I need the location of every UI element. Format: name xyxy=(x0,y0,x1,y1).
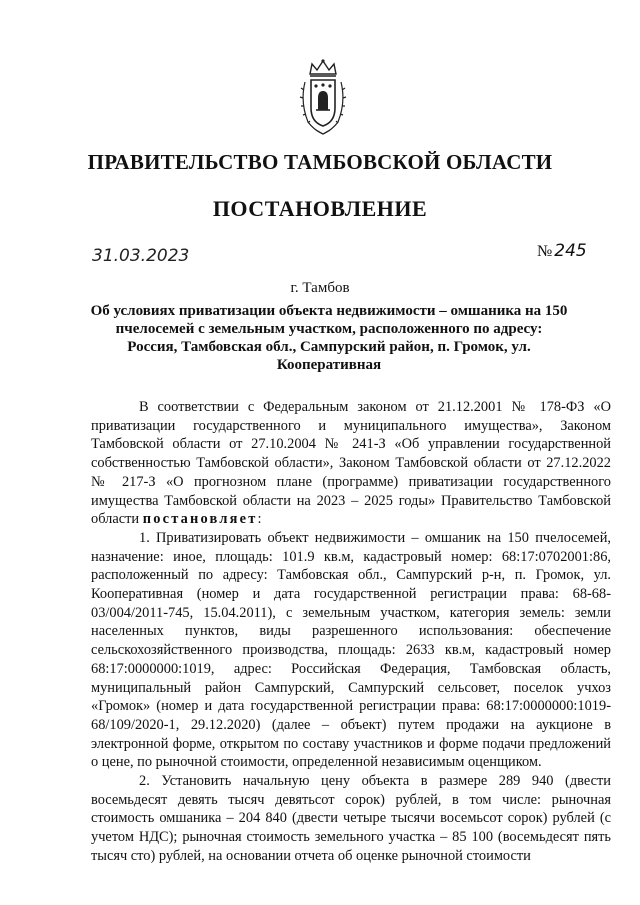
number-label: № xyxy=(537,243,553,260)
document-subject: Об условиях приватизации объекта недвижимости – омшаника на 150 пчелосемей с земельным участком, расположенного по адресу: Россия, Тамбовская обл., Сампурский район, п. Громок, ул. Кооперативная xyxy=(90,303,568,373)
document-type-title: ПОСТАНОВЛЕНИЕ xyxy=(212,196,428,221)
number-value: 245 xyxy=(554,241,587,261)
preamble-text: В соответствии с Федеральным законом от 21.12.2001 № 178-ФЗ «О приватизации государственного и муниципального имущества», Законом Тамбовской области от 27.10.2004 № 241-З «Об управлении государственной собственностью Тамбовской области», Законом Тамбовской области от 27.12.2022 № 217-З «О прогнозном плане (программе) приватизации государственного имущества Тамбовской области на 2023 – 2025 годы» Правительство Тамбовской области xyxy=(91,399,611,528)
item-1-paragraph: 1. Приватизировать объект недвижимости – омшаник на 150 пчелосемей, назначение: иное, площадь: 101.9 кв.м, кадастровый номер: 68:17:0702001:86, расположенный по адресу: Тамбовская обл., Сампурский р-н, п. Громок, ул. Кооперативная (номер и дата государственной регистрации права: 68-68-03/004/2011-745, 15.04.2011), с земельным участком, категория земель: земли населенных пунктов, виды разрешенного использования: обеспечение сельскохозяйственного производства, площадь: 2633 кв.м, кадастровый номер 68:17:0000000:1019, адрес: Российская Федерация, Тамбовская область, муниципальный район Сампурский, Сампурский сельсовет, поселок учхоз «Громок» (номер и дата государственной регистрации права: 68:17:0000000:1019-68/109/2020-1, 29.12.2020) (далее – объект) путем продажи на аукционе в электронной форме, открытом по составу участников и форме подачи предложений о цене, по рыночной стоимости, определенной независимым оценщиком. xyxy=(91,529,611,771)
document-date: 31.03.2023 xyxy=(92,246,190,266)
preamble-paragraph: В соответствии с Федеральным законом от 21.12.2001 № 178-ФЗ «О приватизации государственного и муниципального имущества», Законом Тамбовской области от 27.10.2004 № 241-З «Об управлении государственной собственностью Тамбовской области», Законом Тамбовской области от 27.12.2022 № 217-З «О прогнозном плане (программе) приватизации государственного имущества Тамбовской области на 2023 – 2025 годы» Правительство Тамбовской области постановляет: xyxy=(91,399,611,528)
document-body xyxy=(91,398,611,866)
government-title: ПРАВИТЕЛЬСТВО ТАМБОВСКОЙ ОБЛАСТИ xyxy=(87,150,553,174)
city-line: г. Тамбов xyxy=(290,280,350,296)
document-number xyxy=(537,241,587,261)
item-2-paragraph: 2. Установить начальную цену объекта в размере 289 940 (двести восемьдесят девять тысяч девятьсот сорок) рублей, в том числе: рыночная стоимость омшаника – 204 840 (двести четыре тысячи восемьсот сорок) рублей (с учетом НДС); рыночная стоимость земельного участка – 85 100 (восемьдесят пять тысяч сто) рублей, на основании отчета об оценке рыночной стоимости xyxy=(91,773,611,864)
tambov-oblast-coat-of-arms-icon xyxy=(298,58,348,138)
decree-word: постановляет xyxy=(142,511,258,528)
